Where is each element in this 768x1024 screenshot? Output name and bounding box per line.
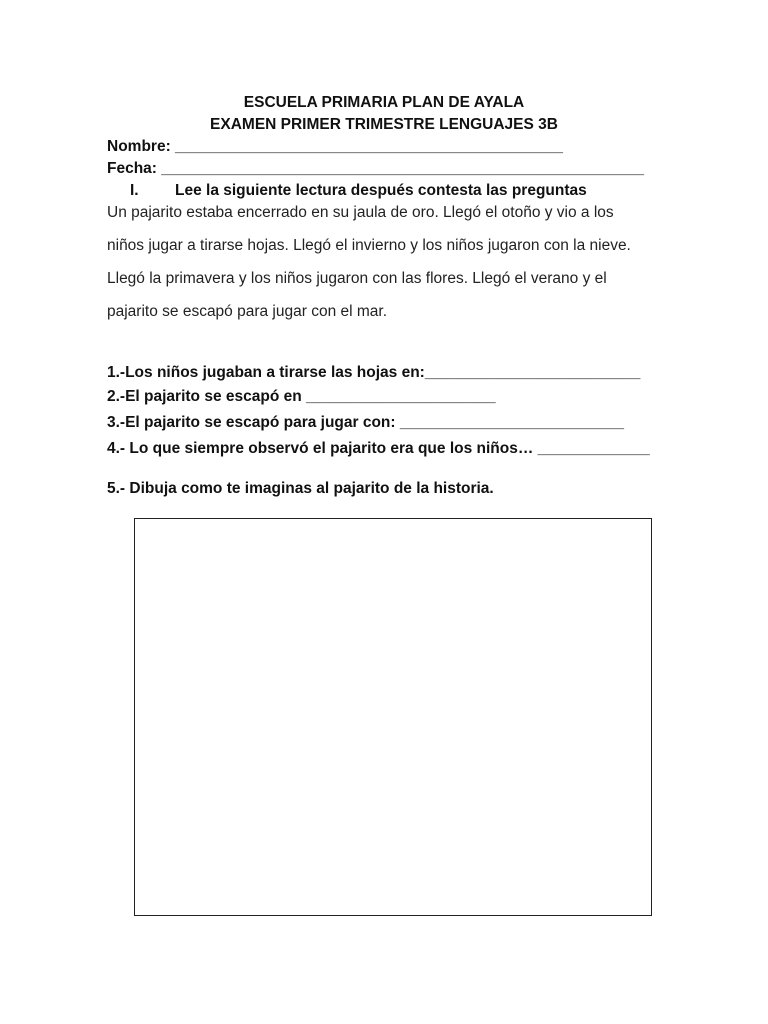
question-4: 4.- Lo que siempre observó el pajarito era que los niños… _____________ (107, 440, 650, 457)
section-number: I. (130, 182, 139, 199)
question-1: 1.-Los niños jugaban a tirarse las hojas en:_________________________ (107, 364, 641, 381)
exam-title: EXAMEN PRIMER TRIMESTRE LENGUAJES 3B (210, 116, 558, 133)
reading-line: Llegó la primavera y los niños jugaron con las flores. Llegó el verano y el (107, 270, 607, 287)
reading-line: Un pajarito estaba encerrado en su jaula de oro. Llegó el otoño y vio a los (107, 204, 614, 221)
question-2: 2.-El pajarito se escapó en ______________________ (107, 388, 496, 405)
name-field: Nombre: _____________________________________________ (107, 138, 563, 155)
school-title: ESCUELA PRIMARIA PLAN DE AYALA (243, 94, 525, 111)
drawing-box (134, 518, 652, 916)
question-5: 5.- Dibuja como te imaginas al pajarito de la historia. (107, 480, 494, 497)
question-3: 3.-El pajarito se escapó para jugar con: __________________________ (107, 414, 625, 431)
section-instruction: Lee la siguiente lectura después contesta las preguntas (175, 182, 587, 199)
date-field: Fecha: ________________________________________________________ (107, 160, 645, 177)
reading-line: pajarito se escapó para jugar con el mar. (107, 303, 388, 320)
reading-line: niños jugar a tirarse hojas. Llegó el invierno y los niños jugaron con la nieve. (107, 237, 631, 254)
